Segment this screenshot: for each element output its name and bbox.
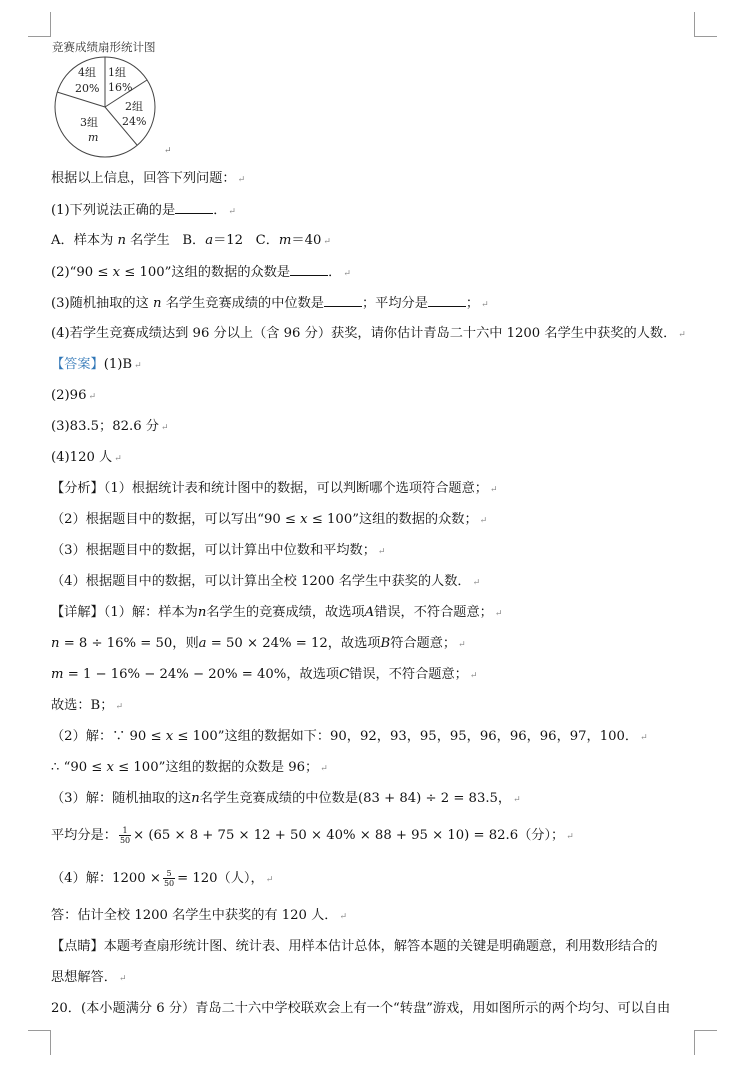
answer-blank <box>290 262 328 276</box>
slice-4-value: 20% <box>75 82 100 95</box>
question-20: 20．(本小题满分 6 分）青岛二十六中学校联欢会上有一个“转盘”游戏，用如图所示的两个均匀、可以自由 <box>51 1001 671 1016</box>
fraction-1-50: $\frac{1}{50}$ <box>119 826 131 845</box>
detail-9: （4）解：1200 × $\frac{5}{50}$ = 120（人）， ↵ <box>51 869 274 888</box>
question-1-options: A．样本为 n 名学生 B．a＝12 C．m＝40 ↵ <box>51 233 331 248</box>
slice-2-value: 24% <box>122 115 147 128</box>
answer-blank <box>324 293 362 307</box>
slice-3-name: 3组 <box>80 116 98 129</box>
detail-4: 故选：B； ↵ <box>51 698 123 713</box>
slice-1-name: 1组 <box>108 66 126 79</box>
question-2: (2)“90 ≤ x ≤ 100”这组的数据的众数是 ． ↵ <box>51 262 351 284</box>
intro-line: 根据以上信息，回答下列问题： ↵ <box>51 171 246 186</box>
corner-mark-bottom-right <box>694 1030 717 1055</box>
detail-3: m = 1 − 16% − 24% − 20% = 40%，故选项C错误，不符合题意； ↵ <box>51 667 478 682</box>
analysis-2: （2）根据题目中的数据，可以写出“90 ≤ x ≤ 100”这组的数据的众数； ↵ <box>51 512 488 527</box>
analysis-1: 【分析】（1）根据统计表和统计图中的数据，可以判断哪个选项符合题意； ↵ <box>51 481 498 496</box>
detail-2: n = 8 ÷ 16% = 50，则a = 50 × 24% = 12，故选项B符合题意； ↵ <box>51 636 466 651</box>
detail-1: 【详解】（1）解：样本为n名学生的竞赛成绩，故选项A错误，不符合题意； ↵ <box>51 605 503 620</box>
slice-2-name: 2组 <box>125 100 143 113</box>
question-1: (1)下列说法正确的是 ． ↵ <box>51 200 236 222</box>
question-4: (4)若学生竞赛成绩达到 96 分以上（含 96 分）获奖，请你估计青岛二十六中 1200 名学生中获奖的人数． ↵ <box>51 326 686 341</box>
slice-1-value: 16% <box>108 81 133 94</box>
detail-10: 答：估计全校 1200 名学生中获奖的有 120 人． ↵ <box>51 908 348 923</box>
pie-chart-title: 竞赛成绩扇形统计图 <box>52 40 156 54</box>
corner-mark-top-left <box>28 12 51 37</box>
analysis-4: （4）根据题目中的数据，可以计算出全校 1200 名学生中获奖的人数． ↵ <box>51 574 481 589</box>
key-point-1: 【点睛】本题考查扇形统计图、统计表、用样本估计总体，解答本题的关键是明确题意，利用数形结合的 <box>51 939 658 954</box>
slice-3-value: m <box>88 131 99 144</box>
pie-chart <box>50 56 160 160</box>
answer-2: (2)96 ↵ <box>51 388 97 403</box>
key-point-2: 思想解答． ↵ <box>51 970 127 985</box>
corner-mark-bottom-left <box>28 1030 51 1055</box>
slice-4-name: 4组 <box>78 66 96 79</box>
paragraph-mark: ↵ <box>164 146 172 156</box>
question-3: (3)随机抽取的这 n 名学生竞赛成绩的中位数是 ；平均分是 ； ↵ <box>51 293 489 315</box>
answer-blank <box>175 200 213 214</box>
fraction-5-50: $\frac{5}{50}$ <box>163 869 175 888</box>
answer-blank <box>428 293 466 307</box>
answer-3: (3)83.5；82.6 分 ↵ <box>51 419 169 434</box>
detail-6: ∴ “90 ≤ x ≤ 100”这组的数据的众数是 96； ↵ <box>51 760 328 775</box>
analysis-3: （3）根据题目中的数据，可以计算出中位数和平均数； ↵ <box>51 543 386 558</box>
detail-5: （2）解：∵ 90 ≤ x ≤ 100”这组的数据如下：90，92，93，95，95，96，96，96，97，100． ↵ <box>51 729 648 744</box>
answer-1: 【答案】(1)B ↵ <box>51 357 142 372</box>
detail-7: （3）解：随机抽取的这n名学生竞赛成绩的中位数是(83 + 84) ÷ 2 = 83.5， ↵ <box>51 791 521 806</box>
corner-mark-top-right <box>694 12 717 37</box>
detail-8: 平均分是： $\frac{1}{50}$ × (65 × 8 + 75 × 12 + 50 × 40% × 88 + 95 × 10) = 82.6（分）； ↵ <box>51 826 574 845</box>
answer-4: (4)120 人 ↵ <box>51 450 122 465</box>
